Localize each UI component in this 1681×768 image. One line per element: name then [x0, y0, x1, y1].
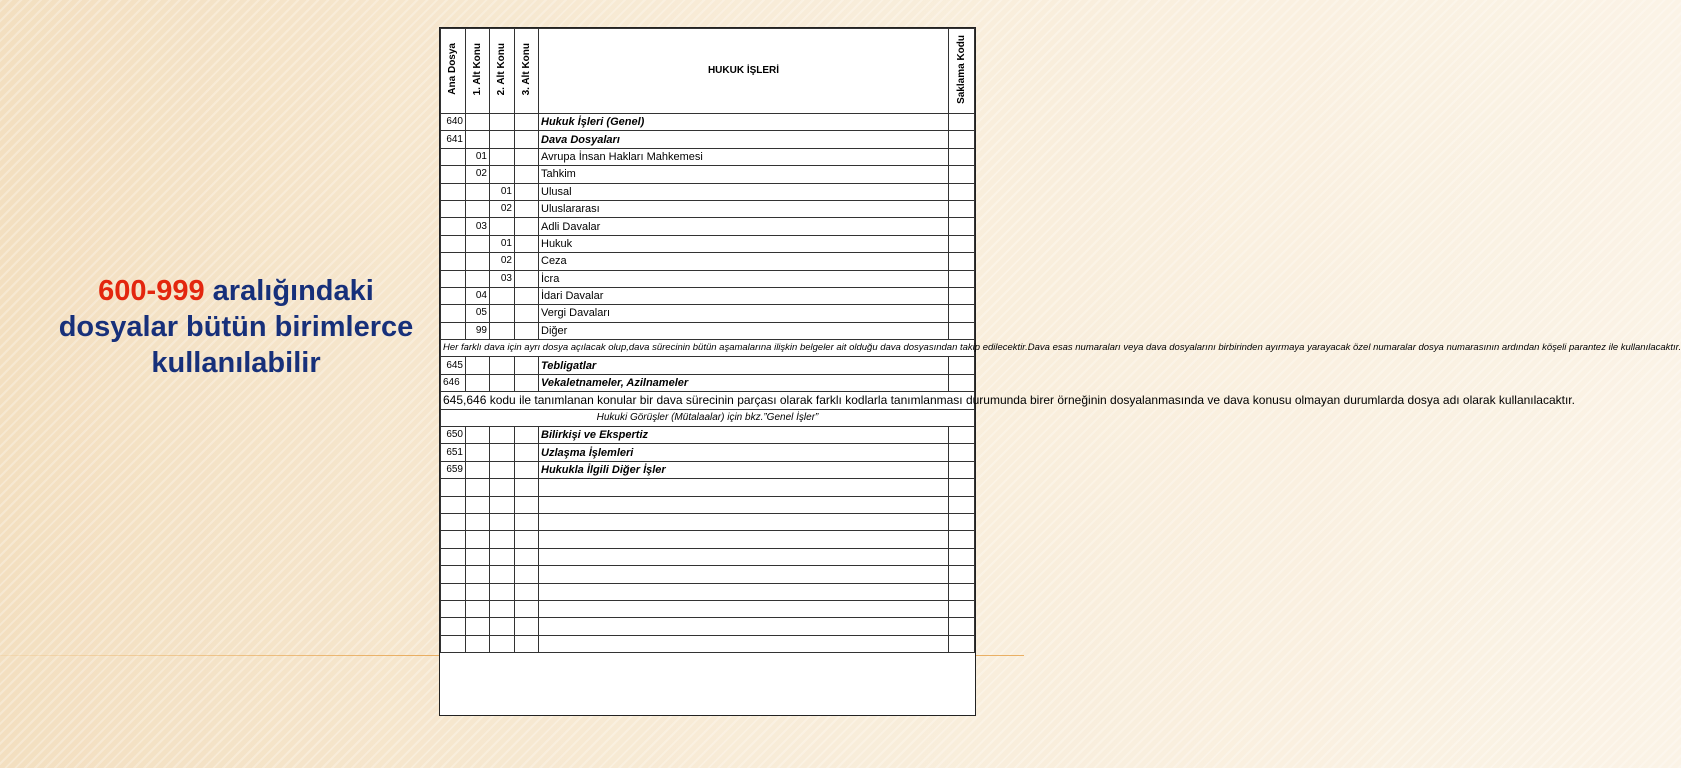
table-row	[441, 270, 975, 287]
row-title: Hukukla İlgili Diğer İşler	[539, 461, 949, 478]
side-title-text: aralığındaki dosyalar bütün birimlerce kullanılabilir	[58, 275, 414, 379]
saklama-cell	[949, 322, 975, 339]
ana-dosya-cell	[441, 322, 466, 339]
dava-note: Her farklı dava için ayrı dosya açılacak olup,dava sürecinin bütün aşamalarına ilişkin belgeler ait olduğu dava dosyasından takip edilecektir.Dava esas numaraları veya dava dosyalarını birbirinden ayırmaya yarayacak özel numaralar dosya numarasının ardından köşeli parantez ile kullanılacaktır.	[441, 340, 975, 357]
saklama-cell	[949, 427, 975, 444]
alt-konu-1-cell	[466, 131, 490, 148]
row-title: Tahkim	[539, 166, 949, 183]
alt-konu-2-cell	[490, 444, 515, 461]
row-title: İdari Davalar	[539, 287, 949, 304]
saklama-cell	[949, 200, 975, 217]
empty-row	[441, 548, 975, 565]
alt-konu-1-cell	[466, 200, 490, 217]
ana-dosya-cell	[441, 253, 466, 270]
alt-konu-3-cell	[515, 253, 539, 270]
alt-konu-1-cell: 05	[466, 305, 490, 322]
row-title: Avrupa İnsan Hakları Mahkemesi	[539, 148, 949, 165]
alt-konu-2-cell	[490, 461, 515, 478]
ana-dosya-cell: 645	[441, 357, 466, 374]
row-title: Hukuk İşleri (Genel)	[539, 114, 949, 131]
ana-dosya-cell: 641	[441, 131, 466, 148]
alt-konu-1-cell	[466, 183, 490, 200]
saklama-cell	[949, 235, 975, 252]
table-row	[441, 427, 975, 444]
ana-dosya-cell: 651	[441, 444, 466, 461]
ana-dosya-cell	[441, 200, 466, 217]
alt-konu-1-cell	[466, 357, 490, 374]
table-row	[441, 287, 975, 304]
alt-konu-1-cell	[466, 427, 490, 444]
alt-konu-2-cell	[490, 114, 515, 131]
file-plan-document	[439, 27, 1681, 716]
ana-dosya-cell: 646	[441, 374, 466, 391]
alt-konu-3-cell	[515, 444, 539, 461]
ana-dosya-cell	[441, 305, 466, 322]
file-plan-table	[440, 28, 1681, 653]
ana-dosya-cell	[441, 183, 466, 200]
alt-konu-2-cell: 01	[490, 183, 515, 200]
alt-konu-3-cell	[515, 270, 539, 287]
alt-konu-1-cell	[466, 461, 490, 478]
table-row	[441, 218, 975, 235]
row-title: Uluslararası	[539, 200, 949, 217]
table-row	[441, 305, 975, 322]
alt-konu-2-cell: 02	[490, 253, 515, 270]
row-title: Adli Davalar	[539, 218, 949, 235]
alt-konu-2-cell	[490, 287, 515, 304]
row-title: Ulusal	[539, 183, 949, 200]
table-row	[441, 357, 975, 374]
alt-konu-1-cell	[466, 253, 490, 270]
alt-konu-3-cell	[515, 427, 539, 444]
alt-konu-3-cell	[515, 114, 539, 131]
row-title: Diğer	[539, 322, 949, 339]
table-row	[441, 444, 975, 461]
row-title: Bilirkişi ve Ekspertiz	[539, 427, 949, 444]
side-title	[55, 273, 417, 381]
row-title: Uzlaşma İşlemleri	[539, 444, 949, 461]
saklama-cell	[949, 114, 975, 131]
alt-konu-3-cell	[515, 461, 539, 478]
ana-dosya-cell: 640	[441, 114, 466, 131]
saklama-cell	[949, 148, 975, 165]
alt-konu-1-cell	[466, 374, 490, 391]
ana-dosya-cell	[441, 270, 466, 287]
table-row	[441, 322, 975, 339]
note-row	[441, 409, 975, 426]
header-alt-konu-2: 2. Alt Konu	[490, 29, 515, 114]
table-row	[441, 131, 975, 148]
side-title-range: 600-999	[98, 275, 205, 307]
empty-row	[441, 618, 975, 635]
vekalet-note: 645,646 kodu ile tanımlanan konular bir dava sürecinin parçası olarak farklı kodlarla tanımlanması durumunda birer örneğinin dosyalanmasında ve dava konusu olmayan durumlarda dosya adı olarak kullanılacaktır.	[441, 392, 975, 409]
alt-konu-1-cell: 02	[466, 166, 490, 183]
note-row	[441, 392, 975, 409]
table-row	[441, 461, 975, 478]
alt-konu-2-cell: 03	[490, 270, 515, 287]
saklama-cell	[949, 270, 975, 287]
header-ana-dosya: Ana Dosya	[441, 29, 466, 114]
saklama-cell	[949, 218, 975, 235]
alt-konu-2-cell: 02	[490, 200, 515, 217]
alt-konu-1-cell	[466, 444, 490, 461]
ana-dosya-cell	[441, 235, 466, 252]
empty-row	[441, 531, 975, 548]
row-title: İcra	[539, 270, 949, 287]
empty-row	[441, 479, 975, 496]
saklama-cell	[949, 253, 975, 270]
empty-row	[441, 600, 975, 617]
empty-row	[441, 635, 975, 652]
alt-konu-3-cell	[515, 287, 539, 304]
saklama-cell	[949, 287, 975, 304]
alt-konu-1-cell: 03	[466, 218, 490, 235]
hukuki-gorusler-note: Hukuki Görüşler (Mütalaalar) için bkz.”Genel İşler”	[441, 409, 975, 426]
header-alt-konu-1: 1. Alt Konu	[466, 29, 490, 114]
row-title: Ceza	[539, 253, 949, 270]
alt-konu-3-cell	[515, 200, 539, 217]
alt-konu-2-cell	[490, 148, 515, 165]
alt-konu-3-cell	[515, 374, 539, 391]
alt-konu-3-cell	[515, 166, 539, 183]
row-title: Dava Dosyaları	[539, 131, 949, 148]
saklama-cell	[949, 166, 975, 183]
table-row	[441, 148, 975, 165]
empty-row	[441, 496, 975, 513]
table-row	[441, 200, 975, 217]
alt-konu-2-cell	[490, 131, 515, 148]
alt-konu-2-cell	[490, 322, 515, 339]
ana-dosya-cell	[441, 218, 466, 235]
note-row	[441, 340, 975, 357]
alt-konu-1-cell	[466, 114, 490, 131]
saklama-cell	[949, 461, 975, 478]
alt-konu-2-cell	[490, 427, 515, 444]
empty-row	[441, 513, 975, 530]
table-row	[441, 114, 975, 131]
alt-konu-3-cell	[515, 218, 539, 235]
alt-konu-1-cell: 99	[466, 322, 490, 339]
header-alt-konu-3: 3. Alt Konu	[515, 29, 539, 114]
alt-konu-2-cell	[490, 374, 515, 391]
header-saklama-kodu: Saklama Kodu	[949, 29, 975, 114]
ana-dosya-cell: 650	[441, 427, 466, 444]
table-header-row	[441, 29, 975, 114]
row-title: Vergi Davaları	[539, 305, 949, 322]
header-title: HUKUK İŞLERİ	[539, 29, 949, 114]
table-row	[441, 166, 975, 183]
table-row	[441, 374, 975, 391]
saklama-cell	[949, 444, 975, 461]
row-title: Hukuk	[539, 235, 949, 252]
saklama-cell	[949, 131, 975, 148]
alt-konu-1-cell: 01	[466, 148, 490, 165]
alt-konu-2-cell: 01	[490, 235, 515, 252]
alt-konu-2-cell	[490, 166, 515, 183]
alt-konu-3-cell	[515, 357, 539, 374]
alt-konu-1-cell: 04	[466, 287, 490, 304]
alt-konu-3-cell	[515, 131, 539, 148]
alt-konu-3-cell	[515, 148, 539, 165]
ana-dosya-cell	[441, 287, 466, 304]
alt-konu-3-cell	[515, 305, 539, 322]
alt-konu-2-cell	[490, 218, 515, 235]
empty-row	[441, 566, 975, 583]
row-title: Tebligatlar	[539, 357, 949, 374]
alt-konu-1-cell	[466, 235, 490, 252]
saklama-cell	[949, 357, 975, 374]
table-row	[441, 183, 975, 200]
alt-konu-3-cell	[515, 322, 539, 339]
ana-dosya-cell	[441, 148, 466, 165]
empty-row	[441, 583, 975, 600]
table-row	[441, 253, 975, 270]
table-row	[441, 235, 975, 252]
saklama-cell	[949, 305, 975, 322]
alt-konu-3-cell	[515, 235, 539, 252]
alt-konu-2-cell	[490, 305, 515, 322]
alt-konu-3-cell	[515, 183, 539, 200]
ana-dosya-cell: 659	[441, 461, 466, 478]
alt-konu-2-cell	[490, 357, 515, 374]
row-title: Vekaletnameler, Azilnameler	[539, 374, 949, 391]
saklama-cell	[949, 183, 975, 200]
alt-konu-1-cell	[466, 270, 490, 287]
ana-dosya-cell	[441, 166, 466, 183]
saklama-cell	[949, 374, 975, 391]
